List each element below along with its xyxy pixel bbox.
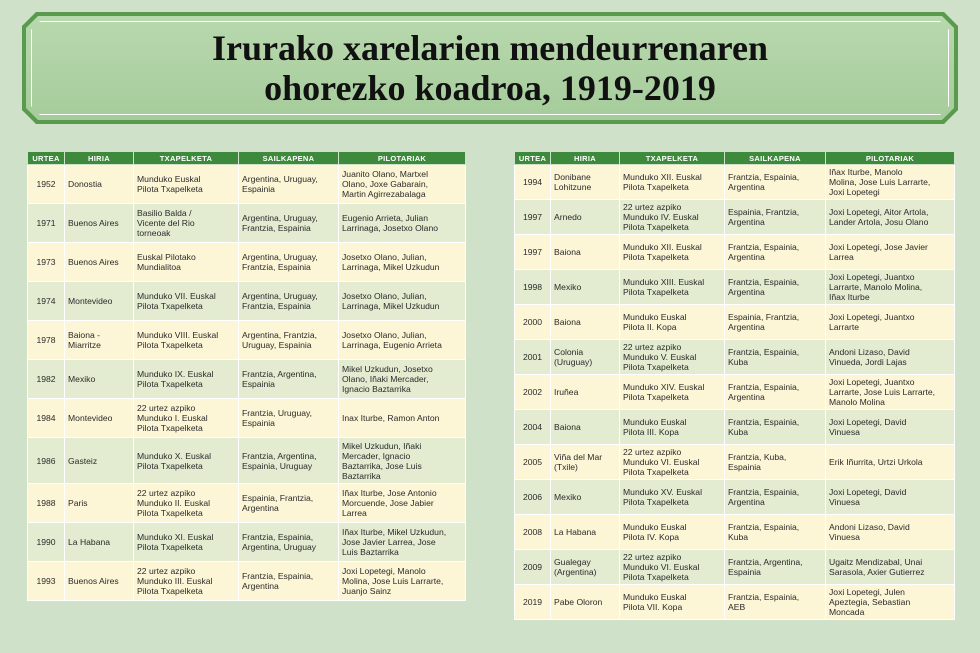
cell-year: 1997: [515, 200, 551, 235]
cell-players: Joxi Lopetegi, Juantxo Larrarte, Jose Luis Larrarte, Manolo Molina: [826, 375, 955, 410]
cell-city: Mexiko: [551, 270, 620, 305]
cell-year: 1952: [28, 165, 65, 204]
table-row: [515, 550, 955, 585]
cell-championship: Munduko XI. Euskal Pilota Txapelketa: [134, 523, 239, 562]
cell-players: Mikel Uzkudun, Josetxo Olano, Iñaki Mercader, Ignacio Baztarrika: [339, 360, 466, 399]
cell-city: Paris: [65, 484, 134, 523]
cell-city: Gasteiz: [65, 438, 134, 484]
cell-championship: Munduko Euskal Pilota II. Kopa: [620, 305, 725, 340]
cell-championship: Munduko Euskal Pilota IV. Kopa: [620, 515, 725, 550]
cell-ranking: Frantzia, Espainia, Kuba: [725, 515, 826, 550]
cell-championship: Munduko XIII. Euskal Pilota Txapelketa: [620, 270, 725, 305]
table-row: [515, 480, 955, 515]
table-row: [28, 204, 466, 243]
table-row: [515, 340, 955, 375]
cell-ranking: Frantzia, Espainia, Argentina: [239, 562, 339, 601]
cell-ranking: Frantzia, Uruguay, Espainia: [239, 399, 339, 438]
cell-players: Eugenio Arrieta, Julian Larrinaga, Josetxo Olano: [339, 204, 466, 243]
cell-ranking: Espainia, Frantzia, Argentina: [239, 484, 339, 523]
table-header-row: [515, 152, 955, 165]
cell-championship: Munduko VII. Euskal Pilota Txapelketa: [134, 282, 239, 321]
cell-ranking: Frantzia, Argentina, Espainia: [725, 550, 826, 585]
cell-city: Donibane Lohitzune: [551, 165, 620, 200]
cell-championship: Munduko XIV. Euskal Pilota Txapelketa: [620, 375, 725, 410]
cell-year: 1997: [515, 235, 551, 270]
cell-year: 1974: [28, 282, 65, 321]
col-header-ranking: SAILKAPENA: [239, 152, 339, 165]
cell-year: 2001: [515, 340, 551, 375]
cell-year: 1998: [515, 270, 551, 305]
cell-city: Montevideo: [65, 399, 134, 438]
cell-year: 1984: [28, 399, 65, 438]
cell-year: 1993: [28, 562, 65, 601]
cell-ranking: Frantzia, Espainia, Argentina: [725, 480, 826, 515]
cell-ranking: Frantzia, Espainia, Argentina: [725, 270, 826, 305]
cell-ranking: Espainia, Frantzia, Argentina: [725, 305, 826, 340]
table-row: [28, 243, 466, 282]
cell-year: 1978: [28, 321, 65, 360]
table-row: [28, 438, 466, 484]
cell-ranking: Frantzia, Espainia, Argentina: [725, 165, 826, 200]
cell-city: Baiona: [551, 235, 620, 270]
cell-city: Mexiko: [65, 360, 134, 399]
cell-city: La Habana: [551, 515, 620, 550]
cell-championship: Basilio Balda / Vicente del Rio torneoak: [134, 204, 239, 243]
cell-ranking: Frantzia, Espainia, Kuba: [725, 340, 826, 375]
cell-city: Baiona - Miarritze: [65, 321, 134, 360]
cell-ranking: Frantzia, Espainia, Argentina: [725, 375, 826, 410]
cell-championship: Euskal Pilotako Mundialitoa: [134, 243, 239, 282]
cell-players: Josetxo Olano, Julian, Larrinaga, Mikel Uzkudun: [339, 243, 466, 282]
cell-championship: 22 urtez azpiko Munduko VI. Euskal Pilota Txapelketa: [620, 550, 725, 585]
cell-players: Iñax Iturbe, Mikel Uzkudun, Jose Javier Larrea, Jose Luis Baztarrika: [339, 523, 466, 562]
cell-year: 1982: [28, 360, 65, 399]
col-header-year: URTEA: [28, 152, 65, 165]
results-table-left: [27, 151, 466, 601]
table-row: [515, 270, 955, 305]
cell-players: Mikel Uzkudun, Iñaki Mercader, Ignacio Baztarrika, Jose Luis Baztarrika: [339, 438, 466, 484]
cell-year: 1986: [28, 438, 65, 484]
cell-players: Erik Iñurrita, Urtzi Urkola: [826, 445, 955, 480]
cell-championship: Munduko Euskal Pilota VII. Kopa: [620, 585, 725, 620]
cell-year: 2009: [515, 550, 551, 585]
table-row: [28, 484, 466, 523]
cell-championship: 22 urtez azpiko Munduko IV. Euskal Pilota Txapelketa: [620, 200, 725, 235]
cell-players: Iñax Iturbe, Jose Antonio Morcuende, Jose Jabier Larrea: [339, 484, 466, 523]
cell-year: 1990: [28, 523, 65, 562]
table-row: [515, 165, 955, 200]
cell-players: Andoni Lizaso, David Vinuesa: [826, 515, 955, 550]
table-row: [28, 321, 466, 360]
table-row: [515, 235, 955, 270]
table-row: [28, 360, 466, 399]
table-row: [515, 410, 955, 445]
cell-players: Ugaitz Mendizabal, Unai Sarasola, Axier Gutierrez: [826, 550, 955, 585]
table-row: [515, 200, 955, 235]
table-row: [515, 375, 955, 410]
table-row: [28, 523, 466, 562]
cell-championship: Munduko XII. Euskal Pilota Txapelketa: [620, 165, 725, 200]
table-row: [515, 515, 955, 550]
col-header-championship: TXAPELKETA: [620, 152, 725, 165]
cell-championship: Munduko IX. Euskal Pilota Txapelketa: [134, 360, 239, 399]
cell-championship: Munduko XII. Euskal Pilota Txapelketa: [620, 235, 725, 270]
page-title: [22, 28, 958, 108]
cell-championship: 22 urtez azpiko Munduko V. Euskal Pilota Txapelketa: [620, 340, 725, 375]
cell-players: Iñax Iturbe, Manolo Molina, Jose Luis Larrarte, Joxi Lopetegi: [826, 165, 955, 200]
cell-ranking: Frantzia, Espainia, Argentina, Uruguay: [239, 523, 339, 562]
cell-championship: 22 urtez azpiko Munduko I. Euskal Pilota Txapelketa: [134, 399, 239, 438]
col-header-city: HIRIA: [65, 152, 134, 165]
cell-championship: 22 urtez azpiko Munduko III. Euskal Pilota Txapelketa: [134, 562, 239, 601]
cell-players: Joxi Lopetegi, Juantxo Larrarte: [826, 305, 955, 340]
cell-year: 2006: [515, 480, 551, 515]
cell-championship: Munduko X. Euskal Pilota Txapelketa: [134, 438, 239, 484]
cell-year: 2005: [515, 445, 551, 480]
cell-city: Buenos Aires: [65, 204, 134, 243]
cell-championship: Munduko Euskal Pilota Txapelketa: [134, 165, 239, 204]
cell-ranking: Argentina, Frantzia, Uruguay, Espainia: [239, 321, 339, 360]
col-header-year: URTEA: [515, 152, 551, 165]
cell-year: 2000: [515, 305, 551, 340]
cell-ranking: Argentina, Uruguay, Frantzia, Espainia: [239, 282, 339, 321]
cell-ranking: Argentina, Uruguay, Espainia: [239, 165, 339, 204]
title-line-1: Irurako xarelarien mendeurrenaren: [212, 28, 768, 68]
table-row: [515, 445, 955, 480]
cell-players: Joxi Lopetegi, Jose Javier Larrea: [826, 235, 955, 270]
cell-year: 1971: [28, 204, 65, 243]
cell-ranking: Argentina, Uruguay, Frantzia, Espainia: [239, 243, 339, 282]
cell-city: Viña del Mar (Txile): [551, 445, 620, 480]
cell-championship: 22 urtez azpiko Munduko II. Euskal Pilota Txapelketa: [134, 484, 239, 523]
cell-city: Buenos Aires: [65, 562, 134, 601]
cell-ranking: Espainia, Frantzia, Argentina: [725, 200, 826, 235]
cell-city: Baiona: [551, 305, 620, 340]
cell-year: 2008: [515, 515, 551, 550]
cell-championship: Munduko Euskal Pilota III. Kopa: [620, 410, 725, 445]
cell-city: Arnedo: [551, 200, 620, 235]
cell-players: Joxi Lopetegi, Juantxo Larrarte, Manolo Molina, Iñax Iturbe: [826, 270, 955, 305]
cell-city: Montevideo: [65, 282, 134, 321]
cell-players: Joxi Lopetegi, David Vinuesa: [826, 410, 955, 445]
col-header-players: PILOTARIAK: [826, 152, 955, 165]
cell-year: 2002: [515, 375, 551, 410]
cell-city: Colonia (Uruguay): [551, 340, 620, 375]
cell-ranking: Frantzia, Espainia, AEB: [725, 585, 826, 620]
cell-players: Juanito Olano, Martxel Olano, Joxe Gabarain, Martin Agirrezabalaga: [339, 165, 466, 204]
cell-city: Iruñea: [551, 375, 620, 410]
col-header-championship: TXAPELKETA: [134, 152, 239, 165]
cell-ranking: Frantzia, Espainia, Argentina: [725, 235, 826, 270]
cell-city: Pabe Oloron: [551, 585, 620, 620]
cell-year: 2004: [515, 410, 551, 445]
cell-championship: Munduko VIII. Euskal Pilota Txapelketa: [134, 321, 239, 360]
cell-year: 2019: [515, 585, 551, 620]
cell-championship: 22 urtez azpiko Munduko VI. Euskal Pilota Txapelketa: [620, 445, 725, 480]
col-header-city: HIRIA: [551, 152, 620, 165]
cell-city: Buenos Aires: [65, 243, 134, 282]
cell-players: Joxi Lopetegi, Aitor Artola, Lander Artola, Josu Olano: [826, 200, 955, 235]
cell-ranking: Frantzia, Espainia, Kuba: [725, 410, 826, 445]
title-banner: [22, 12, 958, 124]
cell-year: 1994: [515, 165, 551, 200]
cell-players: Joxi Lopetegi, David Vinuesa: [826, 480, 955, 515]
col-header-players: PILOTARIAK: [339, 152, 466, 165]
cell-year: 1973: [28, 243, 65, 282]
cell-players: Joxi Lopetegi, Julen Apeztegia, Sebastian Moncada: [826, 585, 955, 620]
cell-championship: Munduko XV. Euskal Pilota Txapelketa: [620, 480, 725, 515]
cell-city: La Habana: [65, 523, 134, 562]
cell-players: Andoni Lizaso, David Vinueda, Jordi Lajas: [826, 340, 955, 375]
cell-players: Josetxo Olano, Julian, Larrinaga, Mikel Uzkudun: [339, 282, 466, 321]
table-row: [28, 282, 466, 321]
cell-city: Donostia: [65, 165, 134, 204]
table-row: [515, 585, 955, 620]
results-table-right: [514, 151, 955, 620]
cell-city: Gualegay (Argentina): [551, 550, 620, 585]
table-row: [28, 399, 466, 438]
cell-year: 1988: [28, 484, 65, 523]
table-row: [28, 562, 466, 601]
cell-players: Inax Iturbe, Ramon Anton: [339, 399, 466, 438]
cell-players: Josetxo Olano, Julian, Larrinaga, Eugenio Arrieta: [339, 321, 466, 360]
cell-ranking: Frantzia, Kuba, Espainia: [725, 445, 826, 480]
cell-ranking: Frantzia, Argentina, Espainia, Uruguay: [239, 438, 339, 484]
table-row: [28, 165, 466, 204]
cell-city: Mexiko: [551, 480, 620, 515]
cell-city: Baiona: [551, 410, 620, 445]
col-header-ranking: SAILKAPENA: [725, 152, 826, 165]
cell-ranking: Argentina, Uruguay, Frantzia, Espainia: [239, 204, 339, 243]
cell-ranking: Frantzia, Argentina, Espainia: [239, 360, 339, 399]
table-row: [515, 305, 955, 340]
cell-players: Joxi Lopetegi, Manolo Molina, Jose Luis Larrarte, Juanjo Sainz: [339, 562, 466, 601]
table-header-row: [28, 152, 466, 165]
title-line-2: ohorezko koadroa, 1919-2019: [264, 68, 716, 108]
